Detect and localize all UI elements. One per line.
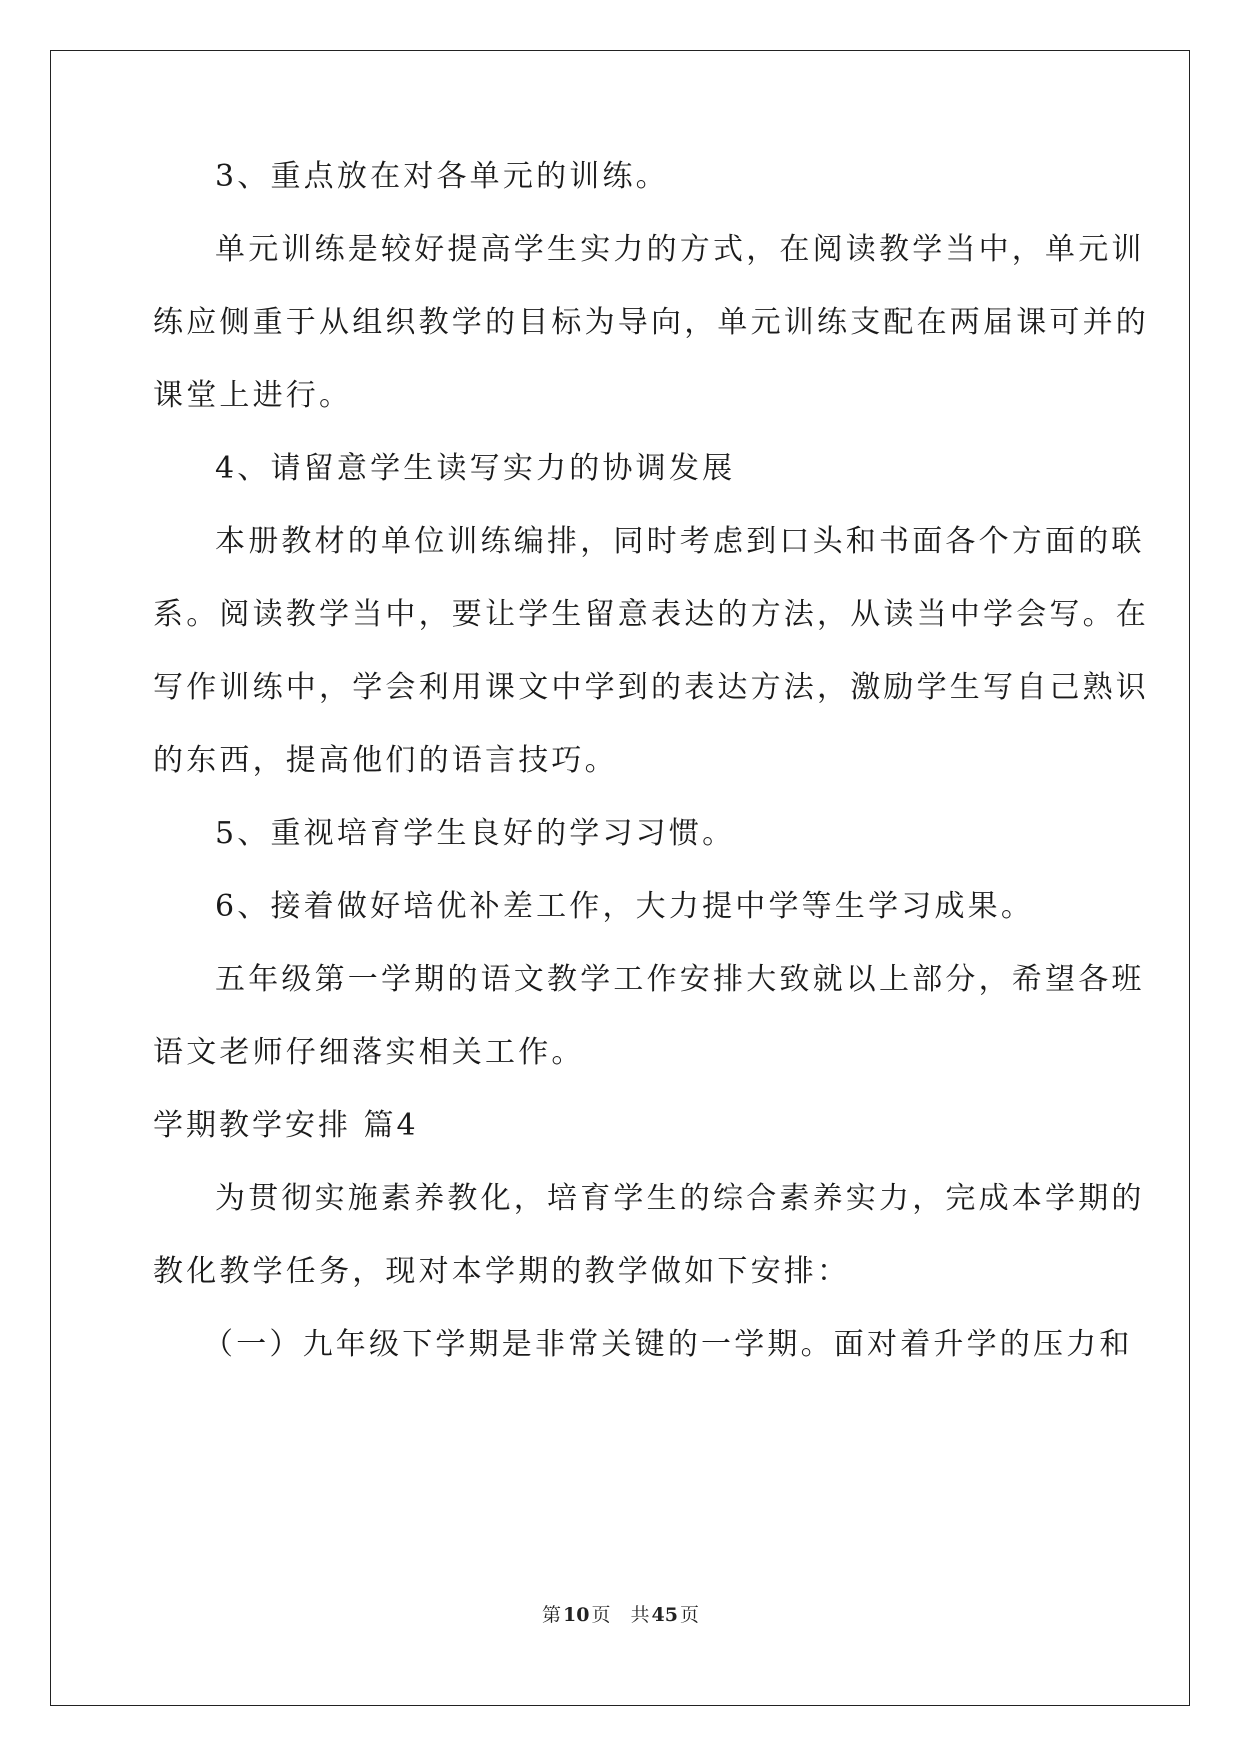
section-heading: 学期教学安排 篇4 [153, 1108, 419, 1143]
page-suffix: 页 [591, 1604, 611, 1626]
total-suffix: 页 [679, 1604, 699, 1626]
paragraph-line: 3、重点放在对各单元的训练。 [215, 159, 669, 194]
paragraph-line: 系。阅读教学当中，要让学生留意表达的方法，从读当中学会写。在 [153, 597, 1149, 632]
paragraph-line: 课堂上进行。 [153, 378, 353, 413]
paragraph-line: 语文老师仔细落实相关工作。 [153, 1035, 585, 1070]
paragraph-line: 4、请留意学生读写实力的协调发展 [215, 451, 736, 486]
page-footer [0, 1603, 1241, 1627]
paragraph-line: 6、接着做好培优补差工作，大力提中学等生学习成果。 [215, 889, 1035, 924]
total-pages: 45 [651, 1604, 678, 1626]
paragraph-line: 本册教材的单位训练编排，同时考虑到口头和书面各个方面的联 [215, 524, 1145, 559]
paragraph-line: 的东西，提高他们的语言技巧。 [153, 743, 618, 778]
paragraph-line: 教化教学任务，现对本学期的教学做如下安排： [153, 1254, 851, 1289]
paragraph-line: （一）九年级下学期是非常关键的一学期。面对着升学的压力和 [203, 1327, 1133, 1362]
paragraph-line: 五年级第一学期的语文教学工作安排大致就以上部分，希望各班 [215, 962, 1145, 997]
page-number: 10 [563, 1604, 590, 1626]
paragraph-line: 单元训练是较好提高学生实力的方式，在阅读教学当中，单元训 [215, 232, 1145, 267]
page-border [50, 50, 1190, 1706]
page-prefix: 第 [542, 1604, 562, 1626]
total-prefix: 共 [630, 1604, 650, 1626]
paragraph-line: 练应侧重于从组织教学的目标为导向，单元训练支配在两届课可并的 [153, 305, 1149, 340]
paragraph-line: 写作训练中，学会利用课文中学到的表达方法，激励学生写自己熟识 [153, 670, 1149, 705]
paragraph-line: 为贯彻实施素养教化，培育学生的综合素养实力，完成本学期的 [215, 1181, 1145, 1216]
paragraph-line: 5、重视培育学生良好的学习习惯。 [215, 816, 736, 851]
